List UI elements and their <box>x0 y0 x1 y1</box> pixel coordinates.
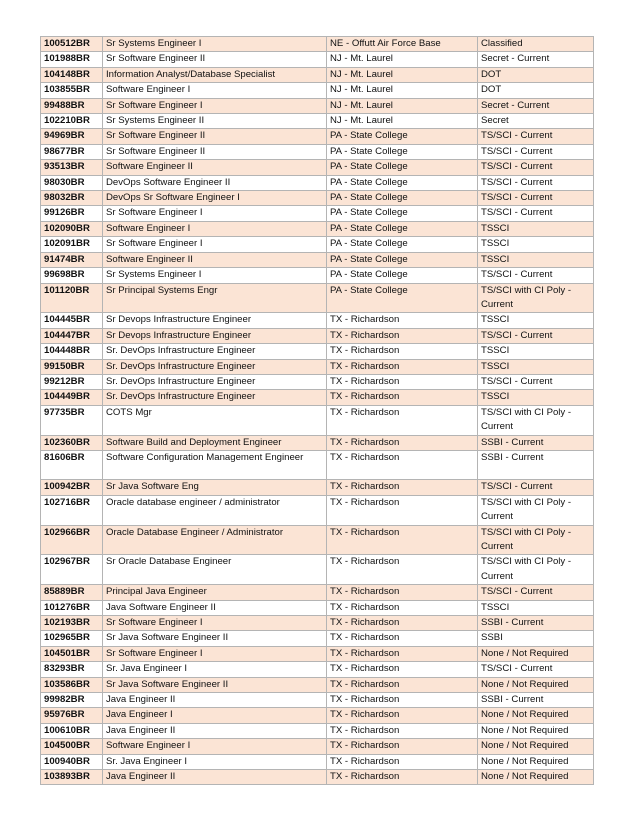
job-location-cell: PA - State College <box>327 175 478 190</box>
table-row <box>41 206 594 221</box>
job-title-cell: Software Configuration Management Engineer <box>103 450 327 479</box>
table-row <box>41 693 594 708</box>
job-clearance-cell: None / Not Required <box>478 739 594 754</box>
job-location-cell: TX - Richardson <box>327 313 478 328</box>
table-row <box>41 98 594 113</box>
job-location-cell: TX - Richardson <box>327 390 478 405</box>
job-location-cell: PA - State College <box>327 221 478 236</box>
job-id-cell: 97735BR <box>41 405 103 435</box>
job-location-cell: TX - Richardson <box>327 480 478 495</box>
job-id-cell: 98677BR <box>41 144 103 159</box>
job-clearance-cell: TS/SCI - Current <box>478 191 594 206</box>
job-clearance-cell: TS/SCI - Current <box>478 206 594 221</box>
job-title-cell: Sr Devops Infrastructure Engineer <box>103 313 327 328</box>
table-row <box>41 237 594 252</box>
job-clearance-cell: TSSCI <box>478 359 594 374</box>
job-clearance-cell: None / Not Required <box>478 677 594 692</box>
table-row <box>41 328 594 343</box>
job-id-cell: 102193BR <box>41 616 103 631</box>
table-row <box>41 646 594 661</box>
job-location-cell: PA - State College <box>327 191 478 206</box>
job-id-cell: 101120BR <box>41 283 103 313</box>
job-clearance-cell: TS/SCI with CI Poly - Current <box>478 555 594 585</box>
job-title-cell: DevOps Sr Software Engineer I <box>103 191 327 206</box>
job-clearance-cell: DOT <box>478 67 594 82</box>
job-title-cell: Software Build and Deployment Engineer <box>103 435 327 450</box>
job-clearance-cell: TSSCI <box>478 252 594 267</box>
job-id-cell: 94969BR <box>41 129 103 144</box>
job-clearance-cell: TS/SCI - Current <box>478 160 594 175</box>
job-title-cell: Sr Software Engineer I <box>103 98 327 113</box>
job-title-cell: Sr. DevOps Infrastructure Engineer <box>103 359 327 374</box>
job-title-cell: Principal Java Engineer <box>103 585 327 600</box>
job-clearance-cell: TSSCI <box>478 600 594 615</box>
job-id-cell: 100940BR <box>41 754 103 769</box>
table-row <box>41 129 594 144</box>
table-row <box>41 450 594 479</box>
job-title-cell: Sr. DevOps Infrastructure Engineer <box>103 390 327 405</box>
job-title-cell: Software Engineer I <box>103 739 327 754</box>
table-row <box>41 631 594 646</box>
job-id-cell: 81606BR <box>41 450 103 479</box>
job-location-cell: TX - Richardson <box>327 616 478 631</box>
job-id-cell: 104501BR <box>41 646 103 661</box>
job-title-cell: Software Engineer I <box>103 221 327 236</box>
job-location-cell: TX - Richardson <box>327 693 478 708</box>
table-row <box>41 739 594 754</box>
job-title-cell: Sr. Java Engineer I <box>103 754 327 769</box>
table-row <box>41 770 594 785</box>
job-clearance-cell: TS/SCI with CI Poly - Current <box>478 525 594 555</box>
job-location-cell: TX - Richardson <box>327 525 478 555</box>
job-title-cell: Sr Systems Engineer II <box>103 114 327 129</box>
job-clearance-cell: Classified <box>478 37 594 52</box>
job-title-cell: Software Engineer II <box>103 160 327 175</box>
table-row <box>41 405 594 435</box>
job-id-cell: 95976BR <box>41 708 103 723</box>
job-title-cell: Sr Software Engineer II <box>103 129 327 144</box>
job-clearance-cell: TSSCI <box>478 237 594 252</box>
job-id-cell: 104447BR <box>41 328 103 343</box>
table-row <box>41 37 594 52</box>
job-id-cell: 101988BR <box>41 52 103 67</box>
job-location-cell: TX - Richardson <box>327 631 478 646</box>
job-location-cell: NJ - Mt. Laurel <box>327 98 478 113</box>
table-row <box>41 191 594 206</box>
job-clearance-cell: None / Not Required <box>478 770 594 785</box>
job-location-cell: PA - State College <box>327 283 478 313</box>
job-id-cell: 103586BR <box>41 677 103 692</box>
job-clearance-cell: TS/SCI with CI Poly - Current <box>478 495 594 525</box>
job-title-cell: Oracle Database Engineer / Administrator <box>103 525 327 555</box>
job-id-cell: 104500BR <box>41 739 103 754</box>
job-location-cell: NJ - Mt. Laurel <box>327 67 478 82</box>
job-title-cell: Sr Software Engineer I <box>103 646 327 661</box>
job-id-cell: 102966BR <box>41 525 103 555</box>
job-clearance-cell: TSSCI <box>478 390 594 405</box>
job-title-cell: Sr Java Software Engineer II <box>103 677 327 692</box>
table-row <box>41 268 594 283</box>
job-id-cell: 102967BR <box>41 555 103 585</box>
job-clearance-cell: TS/SCI - Current <box>478 144 594 159</box>
table-row <box>41 390 594 405</box>
job-id-cell: 100610BR <box>41 723 103 738</box>
job-clearance-cell: TS/SCI - Current <box>478 662 594 677</box>
job-title-cell: Sr Java Software Engineer II <box>103 631 327 646</box>
job-clearance-cell: Secret - Current <box>478 52 594 67</box>
job-location-cell: PA - State College <box>327 237 478 252</box>
job-clearance-cell: Secret <box>478 114 594 129</box>
job-id-cell: 103893BR <box>41 770 103 785</box>
job-clearance-cell: SSBI - Current <box>478 435 594 450</box>
job-id-cell: 104448BR <box>41 344 103 359</box>
table-row <box>41 144 594 159</box>
table-row <box>41 313 594 328</box>
job-location-cell: TX - Richardson <box>327 328 478 343</box>
job-listings-table <box>40 36 594 785</box>
job-location-cell: TX - Richardson <box>327 754 478 769</box>
job-location-cell: TX - Richardson <box>327 662 478 677</box>
job-clearance-cell: TS/SCI - Current <box>478 480 594 495</box>
job-location-cell: TX - Richardson <box>327 344 478 359</box>
job-location-cell: TX - Richardson <box>327 585 478 600</box>
table-row <box>41 600 594 615</box>
job-title-cell: Information Analyst/Database Specialist <box>103 67 327 82</box>
table-row <box>41 525 594 555</box>
job-clearance-cell: TSSCI <box>478 344 594 359</box>
job-clearance-cell: TS/SCI - Current <box>478 129 594 144</box>
job-location-cell: PA - State College <box>327 144 478 159</box>
job-title-cell: Software Engineer I <box>103 83 327 98</box>
job-title-cell: Sr Principal Systems Engr <box>103 283 327 313</box>
table-row <box>41 52 594 67</box>
job-clearance-cell: TS/SCI with CI Poly - Current <box>478 283 594 313</box>
job-title-cell: Oracle database engineer / administrator <box>103 495 327 525</box>
job-id-cell: 103855BR <box>41 83 103 98</box>
job-title-cell: Java Engineer I <box>103 708 327 723</box>
job-clearance-cell: TSSCI <box>478 221 594 236</box>
job-title-cell: Sr Devops Infrastructure Engineer <box>103 328 327 343</box>
table-row <box>41 708 594 723</box>
job-clearance-cell: SSBI - Current <box>478 693 594 708</box>
job-location-cell: PA - State College <box>327 160 478 175</box>
job-clearance-cell: None / Not Required <box>478 708 594 723</box>
job-title-cell: Sr Systems Engineer I <box>103 268 327 283</box>
table-row <box>41 585 594 600</box>
job-id-cell: 99126BR <box>41 206 103 221</box>
table-row <box>41 555 594 585</box>
job-location-cell: PA - State College <box>327 268 478 283</box>
job-location-cell: TX - Richardson <box>327 708 478 723</box>
job-clearance-cell: TS/SCI - Current <box>478 268 594 283</box>
job-location-cell: TX - Richardson <box>327 495 478 525</box>
job-title-cell: Sr. DevOps Infrastructure Engineer <box>103 344 327 359</box>
table-row <box>41 114 594 129</box>
job-title-cell: Java Engineer II <box>103 693 327 708</box>
job-listings-body <box>41 37 594 785</box>
job-clearance-cell: SSBI - Current <box>478 450 594 479</box>
table-row <box>41 495 594 525</box>
job-clearance-cell: None / Not Required <box>478 754 594 769</box>
job-location-cell: NJ - Mt. Laurel <box>327 83 478 98</box>
job-title-cell: Sr Software Engineer II <box>103 52 327 67</box>
job-location-cell: TX - Richardson <box>327 646 478 661</box>
job-location-cell: TX - Richardson <box>327 555 478 585</box>
job-id-cell: 100942BR <box>41 480 103 495</box>
job-id-cell: 102965BR <box>41 631 103 646</box>
job-id-cell: 99982BR <box>41 693 103 708</box>
job-title-cell: Sr. Java Engineer I <box>103 662 327 677</box>
job-id-cell: 93513BR <box>41 160 103 175</box>
job-clearance-cell: None / Not Required <box>478 723 594 738</box>
job-title-cell: Sr Systems Engineer I <box>103 37 327 52</box>
job-title-cell: Java Software Engineer II <box>103 600 327 615</box>
job-title-cell: Sr Software Engineer I <box>103 237 327 252</box>
table-row <box>41 677 594 692</box>
job-clearance-cell: SSBI <box>478 631 594 646</box>
job-title-cell: COTS Mgr <box>103 405 327 435</box>
job-id-cell: 99698BR <box>41 268 103 283</box>
job-id-cell: 99212BR <box>41 374 103 389</box>
job-id-cell: 101276BR <box>41 600 103 615</box>
job-id-cell: 104445BR <box>41 313 103 328</box>
job-id-cell: 102091BR <box>41 237 103 252</box>
job-title-cell: Sr Software Engineer I <box>103 616 327 631</box>
job-id-cell: 102090BR <box>41 221 103 236</box>
job-title-cell: DevOps Software Engineer II <box>103 175 327 190</box>
job-location-cell: PA - State College <box>327 129 478 144</box>
job-id-cell: 102210BR <box>41 114 103 129</box>
job-id-cell: 91474BR <box>41 252 103 267</box>
job-clearance-cell: None / Not Required <box>478 646 594 661</box>
job-id-cell: 85889BR <box>41 585 103 600</box>
job-location-cell: TX - Richardson <box>327 739 478 754</box>
job-location-cell: NE - Offutt Air Force Base <box>327 37 478 52</box>
table-row <box>41 435 594 450</box>
table-row <box>41 480 594 495</box>
job-clearance-cell: TS/SCI - Current <box>478 175 594 190</box>
job-clearance-cell: TS/SCI - Current <box>478 374 594 389</box>
table-row <box>41 221 594 236</box>
job-location-cell: TX - Richardson <box>327 374 478 389</box>
job-title-cell: Sr Software Engineer II <box>103 144 327 159</box>
table-row <box>41 252 594 267</box>
job-id-cell: 99150BR <box>41 359 103 374</box>
job-title-cell: Java Engineer II <box>103 770 327 785</box>
table-row <box>41 67 594 82</box>
table-row <box>41 283 594 313</box>
table-row <box>41 359 594 374</box>
job-id-cell: 102716BR <box>41 495 103 525</box>
job-title-cell: Sr. DevOps Infrastructure Engineer <box>103 374 327 389</box>
job-id-cell: 102360BR <box>41 435 103 450</box>
job-title-cell: Software Engineer II <box>103 252 327 267</box>
job-location-cell: TX - Richardson <box>327 405 478 435</box>
job-location-cell: NJ - Mt. Laurel <box>327 114 478 129</box>
job-id-cell: 100512BR <box>41 37 103 52</box>
job-clearance-cell: TS/SCI - Current <box>478 585 594 600</box>
job-clearance-cell: TS/SCI - Current <box>478 328 594 343</box>
job-location-cell: TX - Richardson <box>327 435 478 450</box>
table-row <box>41 754 594 769</box>
job-location-cell: PA - State College <box>327 206 478 221</box>
job-clearance-cell: TSSCI <box>478 313 594 328</box>
job-id-cell: 99488BR <box>41 98 103 113</box>
job-location-cell: PA - State College <box>327 252 478 267</box>
job-location-cell: TX - Richardson <box>327 359 478 374</box>
job-location-cell: TX - Richardson <box>327 723 478 738</box>
job-id-cell: 98030BR <box>41 175 103 190</box>
job-title-cell: Sr Java Software Eng <box>103 480 327 495</box>
job-id-cell: 83293BR <box>41 662 103 677</box>
job-clearance-cell: TS/SCI with CI Poly - Current <box>478 405 594 435</box>
job-location-cell: TX - Richardson <box>327 770 478 785</box>
table-row <box>41 344 594 359</box>
table-row <box>41 374 594 389</box>
job-clearance-cell: SSBI - Current <box>478 616 594 631</box>
job-location-cell: NJ - Mt. Laurel <box>327 52 478 67</box>
job-location-cell: TX - Richardson <box>327 600 478 615</box>
job-location-cell: TX - Richardson <box>327 450 478 479</box>
job-id-cell: 104449BR <box>41 390 103 405</box>
table-row <box>41 175 594 190</box>
job-location-cell: TX - Richardson <box>327 677 478 692</box>
job-title-cell: Sr Oracle Database Engineer <box>103 555 327 585</box>
table-row <box>41 662 594 677</box>
job-id-cell: 98032BR <box>41 191 103 206</box>
job-id-cell: 104148BR <box>41 67 103 82</box>
table-row <box>41 160 594 175</box>
job-clearance-cell: DOT <box>478 83 594 98</box>
table-row <box>41 616 594 631</box>
table-row <box>41 723 594 738</box>
job-title-cell: Sr Software Engineer I <box>103 206 327 221</box>
job-title-cell: Java Engineer II <box>103 723 327 738</box>
table-row <box>41 83 594 98</box>
job-clearance-cell: Secret - Current <box>478 98 594 113</box>
